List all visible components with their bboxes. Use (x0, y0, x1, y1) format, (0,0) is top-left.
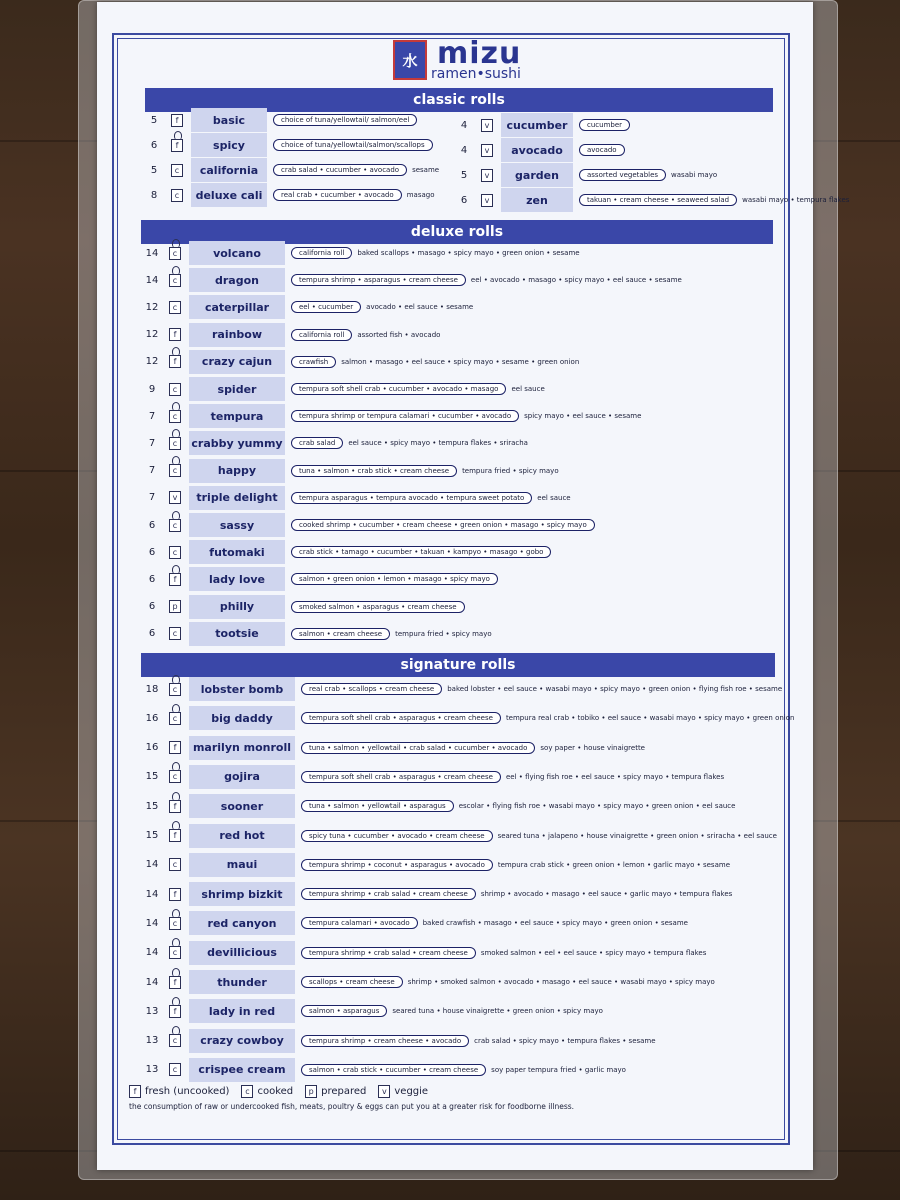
item-price: 15 (145, 830, 159, 841)
item-ingredients: tempura shrimp • cream cheese • avocado (301, 1035, 469, 1047)
legend-veggie-label: veggie (394, 1086, 429, 1097)
item-toppings: seared tuna • house vinaigrette • green onion • spicy mayo (392, 1007, 603, 1016)
menu-item-row (141, 970, 715, 994)
item-ingredients: tempura shrimp • asparagus • cream cheese (291, 274, 466, 286)
item-name: rainbow (189, 323, 285, 347)
menu-item-row (141, 765, 724, 789)
item-price: 14 (145, 274, 159, 286)
menu-item-row (141, 350, 579, 374)
item-price: 15 (145, 771, 159, 783)
menu-item-row (143, 158, 439, 182)
item-name: marilyn monroll (189, 736, 295, 760)
menu-item-row (141, 706, 794, 730)
legend-cooked-label: cooked (257, 1086, 294, 1097)
foodborne-warning: the consumption of raw or undercooked fish, meats, poultry & eggs can put you at a greater risk for foodborne illness. (129, 1102, 575, 1111)
type-icon: v (169, 491, 181, 504)
item-toppings: eel • flying fish roe • eel sauce • spicy mayo • tempura flakes (505, 772, 725, 781)
brand-name: mizu (437, 36, 522, 71)
item-price: 12 (145, 301, 159, 313)
menu-item-row (141, 941, 706, 965)
menu-item-row (141, 295, 473, 319)
item-name: zen (501, 188, 573, 212)
item-toppings: seared tuna • jalapeno • house vinaigrette • green onion • sriracha • eel sauce (497, 831, 777, 840)
item-name: tempura (189, 404, 285, 428)
spicy-type-icon: f (171, 139, 183, 152)
item-price: 6 (148, 546, 156, 558)
item-ingredients: tempura shrimp • crab salad • cream cheese (301, 888, 476, 900)
item-toppings: eel sauce (511, 385, 545, 393)
spicy-type-icon: c (169, 464, 181, 477)
item-name: shrimp bizkit (189, 882, 295, 906)
item-toppings: salmon • masago • eel sauce • spicy mayo • sesame • green onion (341, 357, 580, 366)
menu-item-row (453, 113, 630, 137)
item-name: sooner (189, 794, 295, 818)
item-name: spider (189, 377, 285, 401)
menu-item-row (141, 459, 559, 483)
item-ingredients: choice of tuna/yellowtail/salmon/scallops (273, 139, 433, 151)
item-price: 6 (148, 519, 156, 531)
spicy-type-icon: f (169, 355, 181, 368)
item-ingredients: tempura soft shell crab • asparagus • cream cheese (301, 712, 501, 724)
type-icon: f (169, 328, 181, 341)
item-price: 14 (145, 947, 159, 959)
item-ingredients: takuan • cream cheese • seaweed salad (579, 194, 737, 206)
menu-item-row (141, 540, 551, 564)
item-toppings: crab salad • spicy mayo • tempura flakes • sesame (474, 1036, 656, 1045)
item-ingredients: tempura soft shell crab • asparagus • cream cheese (301, 771, 501, 783)
item-ingredients: assorted vegetables (579, 169, 666, 181)
item-name: garden (501, 163, 573, 187)
type-icon: f (169, 741, 181, 754)
legend-prepared-icon: p (305, 1085, 317, 1098)
item-toppings: baked scallops • masago • spicy mayo • green onion • sesame (357, 249, 580, 257)
item-name: volcano (189, 241, 285, 265)
menu-item-row (141, 736, 645, 760)
item-name: basic (191, 108, 267, 132)
brand-subtitle: ramen•sushi (431, 66, 521, 82)
item-ingredients: tuna • salmon • crab stick • cream cheese (291, 465, 457, 477)
item-name: gojira (189, 765, 295, 789)
item-toppings: tempura fried • spicy mayo (395, 629, 492, 638)
spicy-type-icon: c (169, 437, 181, 450)
menu-item-row (141, 999, 603, 1023)
item-name: sassy (189, 513, 285, 537)
item-price: 13 (145, 1064, 159, 1076)
item-ingredients: california roll (291, 247, 352, 259)
item-name: caterpillar (189, 295, 285, 319)
menu-item-row (141, 431, 528, 455)
spicy-type-icon: c (169, 247, 181, 260)
spicy-type-icon: c (169, 1034, 181, 1047)
item-price: 7 (148, 492, 156, 504)
item-price: 14 (145, 888, 159, 900)
menu-item-row (143, 133, 433, 157)
item-price: 14 (145, 247, 159, 259)
menu-item-row (141, 377, 545, 401)
item-ingredients: tempura calamari • avocado (301, 917, 418, 929)
menu-item-row (141, 911, 688, 935)
item-toppings: eel • avocado • masago • spicy mayo • eel sauce • sesame (470, 276, 682, 285)
item-price: 6 (460, 194, 468, 206)
item-toppings: eel sauce (537, 493, 571, 502)
logo-kanji-icon: 水 (393, 40, 427, 80)
item-ingredients: salmon • green onion • lemon • masago • spicy mayo (291, 573, 498, 585)
section-header-deluxe: deluxe rolls (141, 220, 773, 244)
type-icon: v (481, 119, 493, 132)
type-icon: c (171, 164, 183, 177)
item-ingredients: tempura soft shell crab • cucumber • avocado • masago (291, 383, 506, 395)
item-ingredients: eel • cucumber (291, 301, 361, 313)
item-price: 4 (460, 144, 468, 156)
item-toppings: baked lobster • eel sauce • wasabi mayo • spicy mayo • green onion • flying fish roe • sesame (447, 685, 783, 693)
item-ingredients: tuna • salmon • yellowtail • asparagus (301, 800, 454, 812)
spicy-type-icon: c (169, 683, 181, 696)
legend-veggie-icon: v (378, 1085, 390, 1098)
item-toppings: shrimp • smoked salmon • avocado • masago • eel sauce • wasabi mayo • spicy mayo (407, 978, 715, 986)
item-toppings: sesame (412, 166, 440, 174)
item-name: dragon (189, 268, 285, 292)
menu-item-row (141, 794, 735, 818)
type-icon: c (169, 301, 181, 314)
item-name: spicy (191, 133, 267, 157)
menu-item-row (141, 622, 492, 646)
item-ingredients: spicy tuna • cucumber • avocado • cream cheese (301, 830, 493, 842)
item-toppings: smoked salmon • eel • eel sauce • spicy mayo • tempura flakes (480, 948, 707, 957)
item-price: 13 (145, 1005, 159, 1017)
item-name: crabby yummy (189, 431, 285, 455)
item-toppings: soy paper tempura fried • garlic mayo (491, 1065, 626, 1074)
item-price: 6 (148, 601, 156, 613)
item-price: 4 (460, 119, 468, 131)
item-toppings: baked crawfish • masago • eel sauce • spicy mayo • green onion • sesame (422, 919, 688, 928)
type-icon: c (171, 189, 183, 202)
item-price: 15 (145, 800, 159, 812)
menu-item-row (141, 1029, 656, 1053)
item-ingredients: cooked shrimp • cucumber • cream cheese • green onion • masago • spicy mayo (291, 519, 595, 531)
type-icon: c (169, 383, 181, 396)
legend-prepared-label: prepared (321, 1086, 367, 1097)
section-header-classic: classic rolls (145, 88, 773, 112)
type-icon: v (481, 144, 493, 157)
spicy-type-icon: c (169, 712, 181, 725)
item-price: 6 (148, 573, 156, 585)
item-ingredients: real crab • scallops • cream cheese (301, 683, 442, 695)
item-name: big daddy (189, 706, 295, 730)
item-toppings: eel sauce • spicy mayo • tempura flakes • sriracha (348, 439, 528, 448)
item-price: 6 (150, 139, 158, 151)
item-ingredients: california roll (291, 329, 352, 341)
item-price: 5 (150, 164, 158, 176)
item-ingredients: crab salad • cucumber • avocado (273, 164, 407, 176)
item-name: crazy cowboy (189, 1029, 295, 1053)
item-toppings: tempura fried • spicy mayo (462, 466, 559, 475)
type-icon: c (169, 546, 181, 559)
item-name: philly (189, 595, 285, 619)
menu-item-row (143, 183, 435, 207)
item-ingredients: tempura asparagus • tempura avocado • tempura sweet potato (291, 492, 532, 504)
spicy-type-icon: c (169, 410, 181, 423)
item-ingredients: salmon • asparagus (301, 1005, 387, 1017)
menu-item-row (141, 567, 498, 591)
item-toppings: wasabi mayo (671, 171, 718, 179)
legend-cooked-icon: c (241, 1085, 253, 1098)
menu-item-row (141, 268, 682, 292)
menu-card (97, 2, 850, 1170)
menu-item-row (453, 163, 717, 187)
item-ingredients: crab stick • tamago • cucumber • takuan • kampyo • masago • gobo (291, 546, 551, 558)
menu-item-row (453, 138, 625, 162)
spicy-type-icon: f (169, 800, 181, 813)
menu-item-row (141, 824, 777, 848)
item-name: lobster bomb (189, 677, 295, 701)
item-ingredients: scallops • cream cheese (301, 976, 403, 988)
item-name: california (191, 158, 267, 182)
item-price: 7 (148, 437, 156, 449)
item-toppings: tempura crab stick • green onion • lemon • garlic mayo • sesame (497, 860, 730, 869)
spicy-type-icon: c (169, 946, 181, 959)
item-name: thunder (189, 970, 295, 994)
type-icon: f (171, 114, 183, 127)
item-name: cucumber (501, 113, 573, 137)
item-toppings: spicy mayo • eel sauce • sesame (524, 412, 642, 421)
item-toppings: masago (406, 191, 435, 199)
item-price: 16 (145, 712, 159, 724)
type-icon: v (481, 169, 493, 182)
spicy-type-icon: c (169, 519, 181, 532)
legend-fresh-icon: f (129, 1085, 141, 1098)
section-header-signature: signature rolls (141, 653, 775, 677)
type-icon: p (169, 600, 181, 613)
item-toppings: escolar • flying fish roe • wasabi mayo • spicy mayo • green onion • eel sauce (458, 802, 736, 811)
item-price: 14 (145, 917, 159, 929)
item-price: 12 (145, 356, 159, 368)
item-ingredients: cucumber (579, 119, 630, 131)
item-name: deluxe cali (191, 183, 267, 207)
menu-item-row (141, 595, 465, 619)
menu-item-row (141, 882, 732, 906)
item-ingredients: choice of tuna/yellowtail/ salmon/eel (273, 114, 417, 126)
item-price: 7 (148, 410, 156, 422)
item-ingredients: tempura shrimp • coconut • asparagus • avocado (301, 859, 493, 871)
spicy-type-icon: f (169, 976, 181, 989)
legend (129, 1085, 440, 1098)
item-name: futomaki (189, 540, 285, 564)
item-price: 12 (145, 329, 159, 341)
item-ingredients: crawfish (291, 356, 336, 368)
item-price: 5 (460, 169, 468, 181)
item-ingredients: salmon • cream cheese (291, 628, 390, 640)
item-ingredients: smoked salmon • asparagus • cream cheese (291, 601, 465, 613)
spicy-type-icon: f (169, 1005, 181, 1018)
item-toppings: wasabi mayo • tempura flakes (742, 196, 850, 204)
spicy-type-icon: c (169, 917, 181, 930)
item-price: 5 (150, 114, 158, 126)
item-toppings: assorted fish • avocado (357, 330, 441, 339)
legend-fresh-label: fresh (uncooked) (145, 1086, 230, 1097)
item-ingredients: tempura shrimp or tempura calamari • cucumber • avocado (291, 410, 519, 422)
item-ingredients: salmon • crab stick • cucumber • cream cheese (301, 1064, 486, 1076)
item-name: crazy cajun (189, 350, 285, 374)
type-icon: c (169, 858, 181, 871)
menu-item-row (143, 108, 417, 132)
spicy-type-icon: f (169, 573, 181, 586)
item-ingredients: tuna • salmon • yellowtail • crab salad • cucumber • avocado (301, 742, 535, 754)
menu-item-row (141, 404, 641, 428)
item-price: 7 (148, 465, 156, 477)
item-name: triple delight (189, 486, 285, 510)
item-price: 13 (145, 1035, 159, 1047)
menu-item-row (141, 486, 571, 510)
item-name: tootsie (189, 622, 285, 646)
item-ingredients: avocado (579, 144, 625, 156)
spicy-type-icon: c (169, 770, 181, 783)
item-ingredients: tempura shrimp • crab salad • cream cheese (301, 947, 476, 959)
item-name: red hot (189, 824, 295, 848)
spicy-type-icon: f (169, 829, 181, 842)
type-icon: f (169, 888, 181, 901)
item-price: 16 (145, 742, 159, 754)
menu-item-row (141, 1058, 626, 1082)
item-price: 6 (148, 628, 156, 640)
menu-item-row (141, 513, 595, 537)
item-name: maui (189, 853, 295, 877)
item-toppings: tempura real crab • tobiko • eel sauce • wasabi mayo • spicy mayo • green onion (505, 714, 795, 723)
item-name: happy (189, 459, 285, 483)
type-icon: c (169, 627, 181, 640)
type-icon: c (169, 1063, 181, 1076)
item-toppings: avocado • eel sauce • sesame (366, 303, 474, 312)
item-name: crispee cream (189, 1058, 295, 1082)
item-ingredients: real crab • cucumber • avocado (273, 189, 402, 201)
item-name: avocado (501, 138, 573, 162)
menu-item-row (141, 241, 580, 265)
item-price: 14 (145, 976, 159, 988)
item-name: lady love (189, 567, 285, 591)
menu-item-row (141, 323, 440, 347)
spicy-type-icon: c (169, 274, 181, 287)
item-price: 18 (145, 683, 159, 695)
item-name: lady in red (189, 999, 295, 1023)
type-icon: v (481, 194, 493, 207)
item-ingredients: crab salad (291, 437, 343, 449)
item-toppings: shrimp • avocado • masago • eel sauce • garlic mayo • tempura flakes (480, 890, 733, 899)
item-price: 9 (148, 383, 156, 395)
item-toppings: soy paper • house vinaigrette (540, 743, 645, 752)
menu-item-row (141, 853, 730, 877)
item-price: 14 (145, 859, 159, 871)
menu-item-row (141, 677, 782, 701)
item-name: devillicious (189, 941, 295, 965)
item-price: 8 (150, 189, 158, 201)
item-name: red canyon (189, 911, 295, 935)
menu-item-row (453, 188, 849, 212)
